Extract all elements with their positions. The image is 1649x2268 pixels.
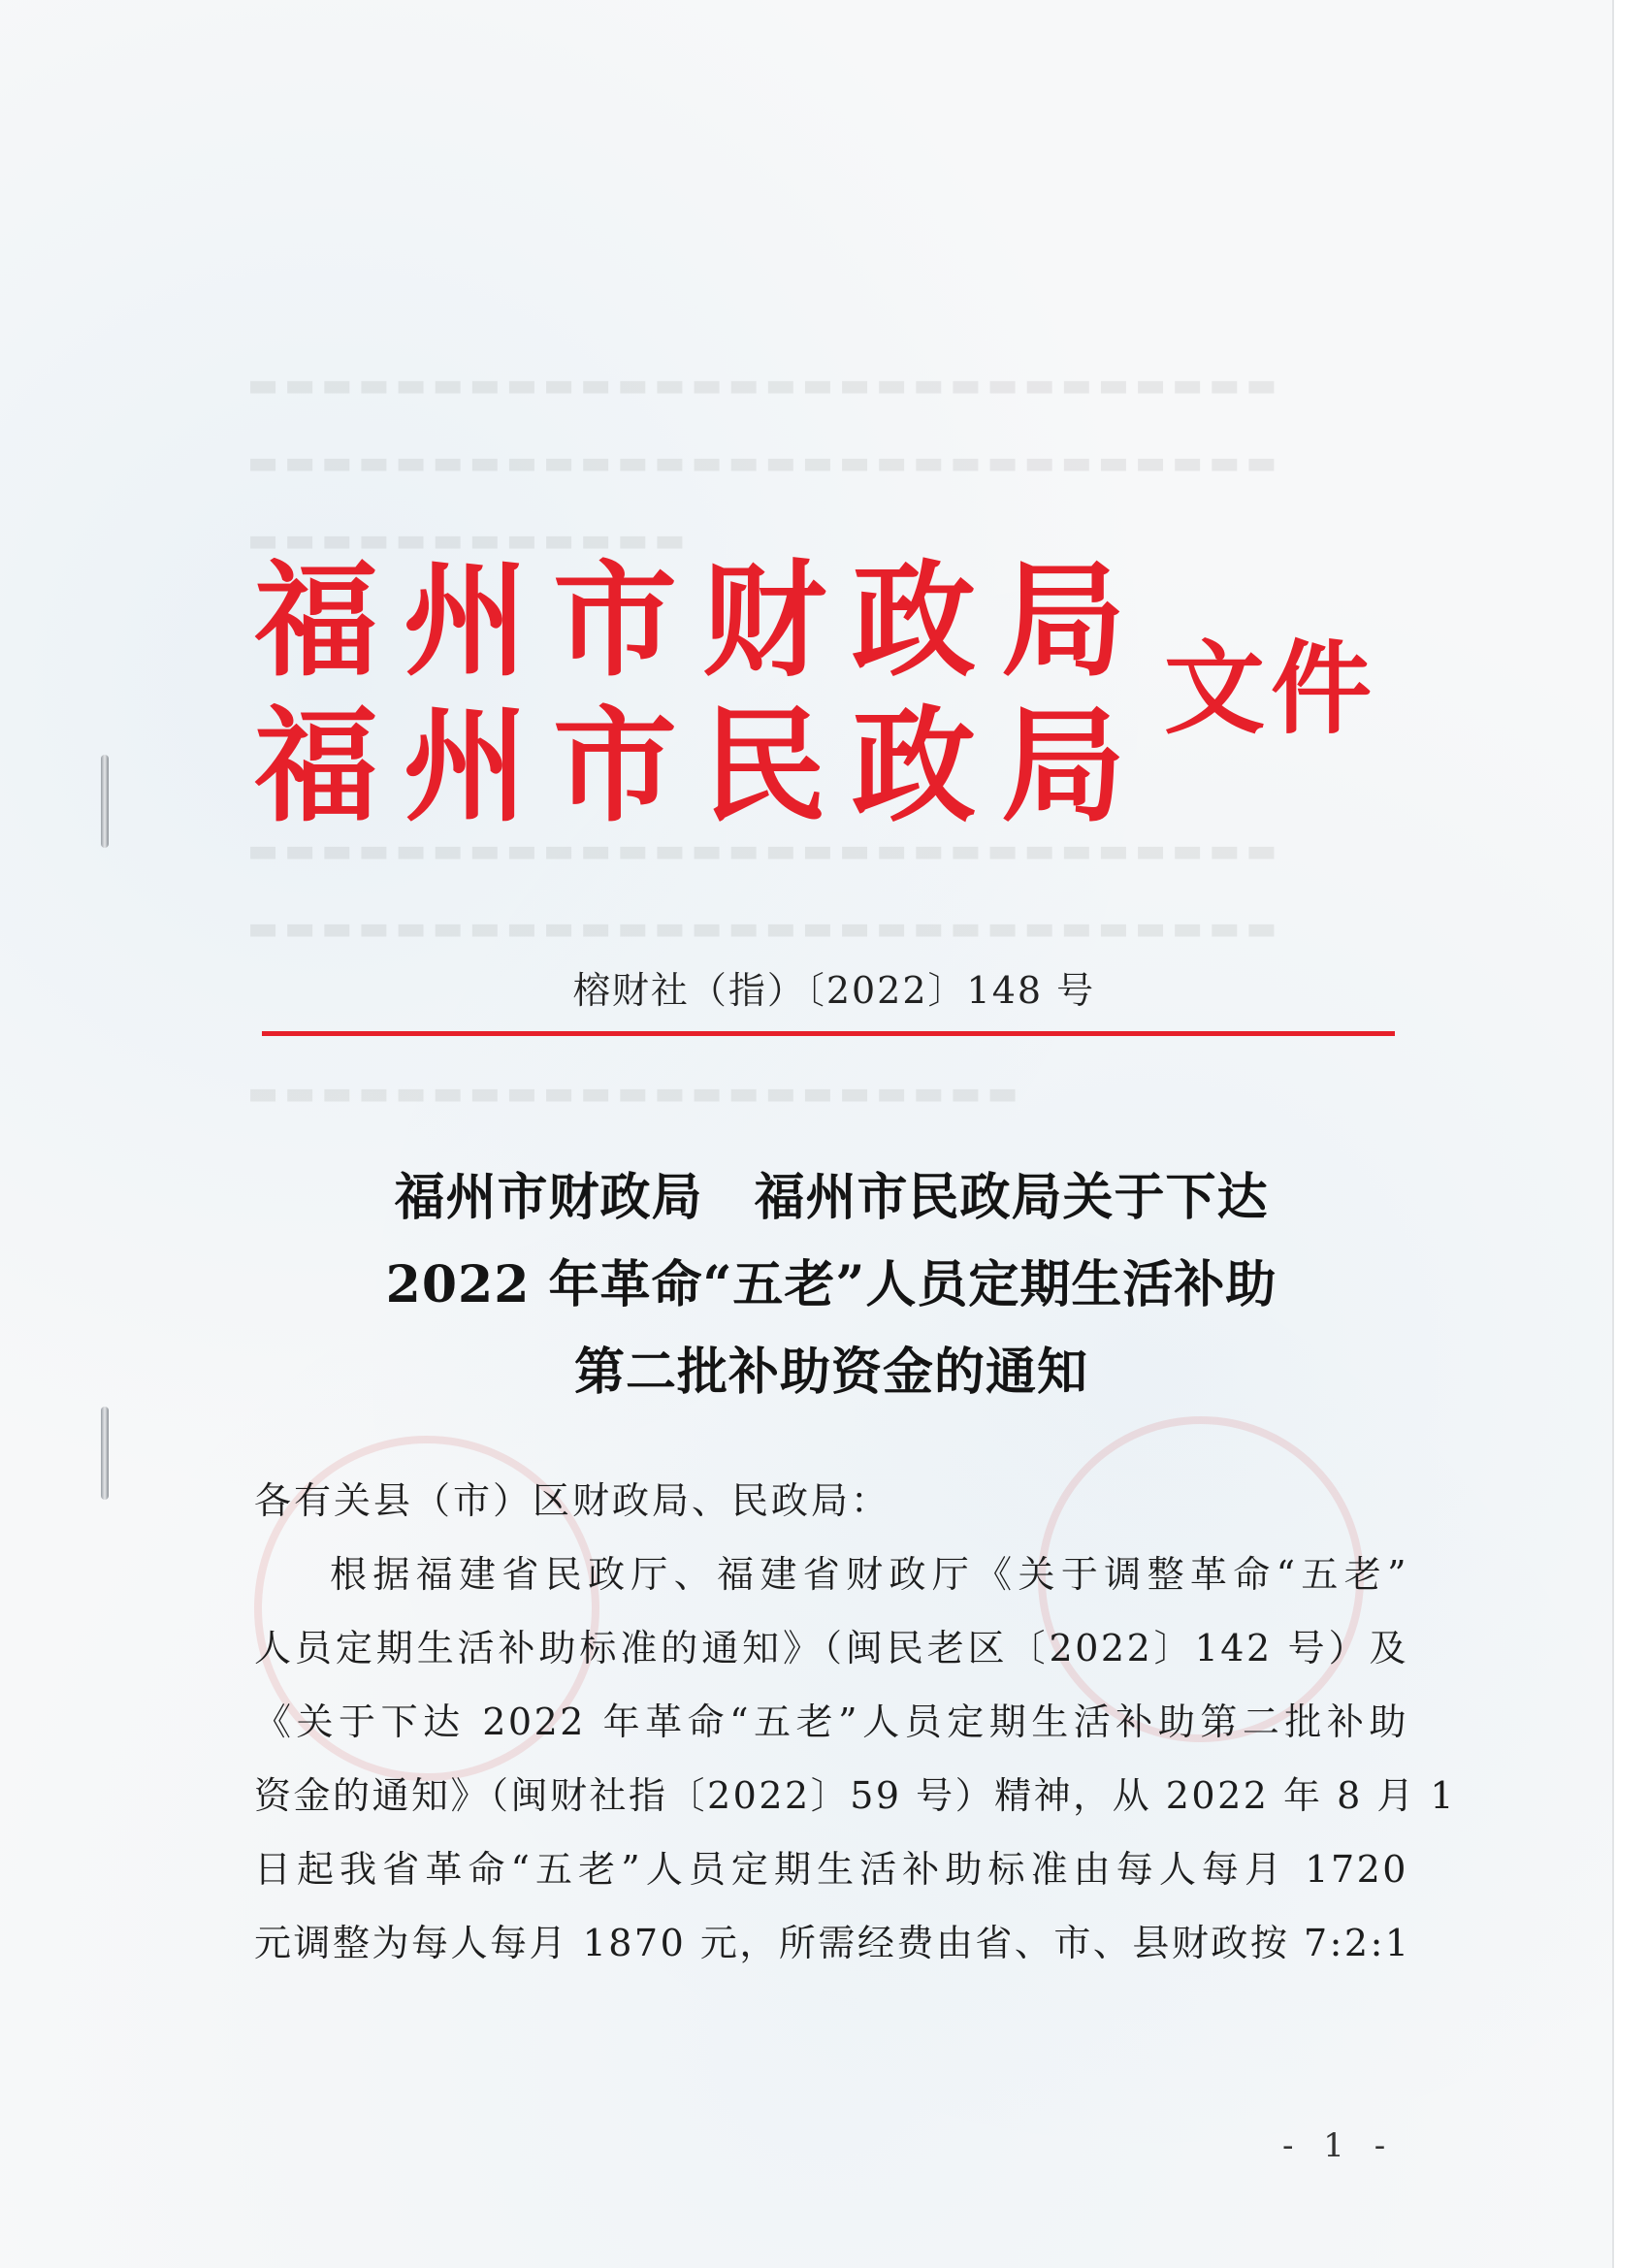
- document-title-line-2: 2022 年革命“五老”人员定期生活补助: [385, 1255, 1277, 1314]
- letterhead-suffix: 文件: [1164, 629, 1378, 748]
- page-number: - 1 -: [1282, 2126, 1396, 2165]
- staple: [101, 755, 109, 848]
- body-line: 人员定期生活补助标准的通知》（闽民老区〔2022〕142 号）及: [254, 1627, 1408, 1669]
- staple: [101, 1407, 109, 1500]
- addressee: 各有关县（市）区财政局、民政局：: [254, 1479, 891, 1522]
- bleed-through-text: ▬▬▬▬▬▬▬▬▬▬▬▬▬▬▬▬▬▬▬▬▬▬▬▬▬▬▬▬: [247, 831, 1283, 870]
- letterhead-org-2: 福州市民政局: [254, 694, 1151, 839]
- body-line: 元调整为每人每月 1870 元，所需经费由省、市、县财政按 7:2:1: [254, 1922, 1411, 1964]
- document-title-line-1: 福州市财政局 福州市民政局关于下达: [394, 1168, 1269, 1227]
- body-line: 日起我省革命“五老”人员定期生活补助标准由每人每月 1720: [254, 1848, 1408, 1891]
- bleed-through-text: ▬▬▬▬▬▬▬▬▬▬▬▬▬▬▬▬▬▬▬▬▬▬▬▬▬▬▬▬: [247, 366, 1283, 405]
- letterhead-org-1: 福州市财政局: [254, 548, 1151, 694]
- page-edge: [1612, 0, 1649, 2268]
- bleed-through-text: ▬▬▬▬▬▬▬▬▬▬▬▬: [247, 521, 692, 560]
- body-line: 资金的通知》（闽财社指〔2022〕59 号）精神，从 2022 年 8 月 1: [254, 1774, 1457, 1817]
- bleed-through-text: ▬▬▬▬▬▬▬▬▬▬▬▬▬▬▬▬▬▬▬▬▬: [247, 1074, 1024, 1113]
- body-line: 《关于下达 2022 年革命“五老”人员定期生活补助第二批补助: [254, 1701, 1408, 1743]
- document-title-line-3: 第二批补助资金的通知: [573, 1343, 1088, 1402]
- bleed-through-text: ▬▬▬▬▬▬▬▬▬▬▬▬▬▬▬▬▬▬▬▬▬▬▬▬▬▬▬▬: [247, 909, 1283, 948]
- red-divider: [262, 1031, 1395, 1036]
- body-line: 根据福建省民政厅、福建省财政厅《关于调整革命“五老”: [330, 1553, 1408, 1596]
- bleed-through-text: ▬▬▬▬▬▬▬▬▬▬▬▬▬▬▬▬▬▬▬▬▬▬▬▬▬▬▬▬: [247, 443, 1283, 482]
- document-number: 榕财社（指）〔2022〕148 号: [572, 969, 1096, 1012]
